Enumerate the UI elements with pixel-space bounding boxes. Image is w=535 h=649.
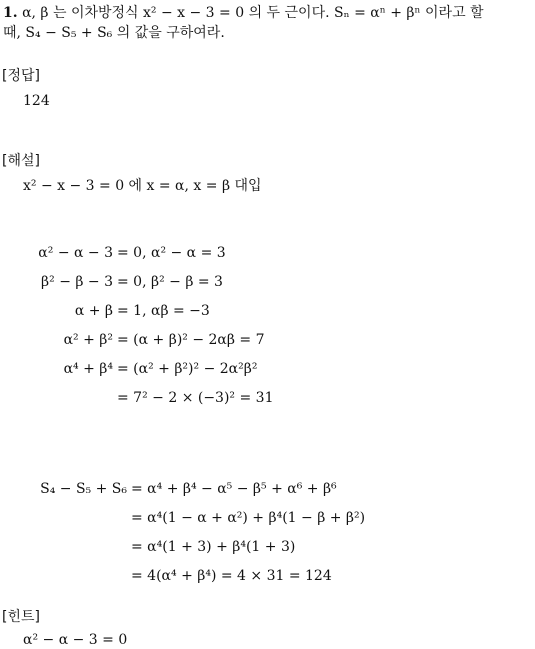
equation-lhs [0,508,127,528]
equation-rhs: = (α + β)² − 2αβ = 7 [117,332,265,348]
equation-rhs: = 0, α² − α = 3 [117,245,226,261]
equation-lhs: S₄ − S₅ + S₆ [40,481,127,497]
problem-text-2: 때, S₄ − S₅ + S₆ 의 값을 구하여라. [3,25,225,41]
problem-line-1 [3,4,484,22]
hint-text: α² − α − 3 = 0 [23,632,128,648]
answer-value: 124 [23,93,50,109]
equation-rhs: = α⁴(1 + 3) + β⁴(1 + 3) [131,539,296,555]
equation-lhs [0,566,127,586]
equation-lhs [0,388,113,408]
equation-rhs: = 1, αβ = −3 [117,303,210,319]
problem-number: 1. [3,5,18,21]
equation-lhs: α² − α − 3 [38,245,113,261]
equation-lhs: α² + β² [63,332,113,348]
problem-text-1: α, β 는 이차방정식 x² − x − 3 = 0 의 두 근이다. Sₙ = αⁿ + βⁿ 이라고 할 [22,5,484,21]
equation-lhs: α + β [74,303,113,319]
answer-title: [정답] [2,68,40,84]
hint-title: [힌트] [2,609,40,625]
equation-rhs: = (α² + β²)² − 2α²β² [117,361,258,377]
solution-intro: x² − x − 3 = 0 에 x = α, x = β 대입 [23,178,262,194]
equation-lhs: α⁴ + β⁴ [63,361,113,377]
equation-rhs: = α⁴(1 − α + α²) + β⁴(1 − β + β²) [131,510,366,526]
equation-rhs: = 7² − 2 × (−3)² = 31 [117,390,274,406]
solution-title: [해설] [2,153,40,169]
equation-rhs: = 0, β² − β = 3 [117,274,223,290]
equation-lhs: β² − β − 3 [41,274,113,290]
equation-lhs [0,537,127,557]
equation-rhs: = α⁴ + β⁴ − α⁵ − β⁵ + α⁶ + β⁶ [131,481,337,497]
equation-rhs: = 4(α⁴ + β⁴) = 4 × 31 = 124 [131,568,332,584]
